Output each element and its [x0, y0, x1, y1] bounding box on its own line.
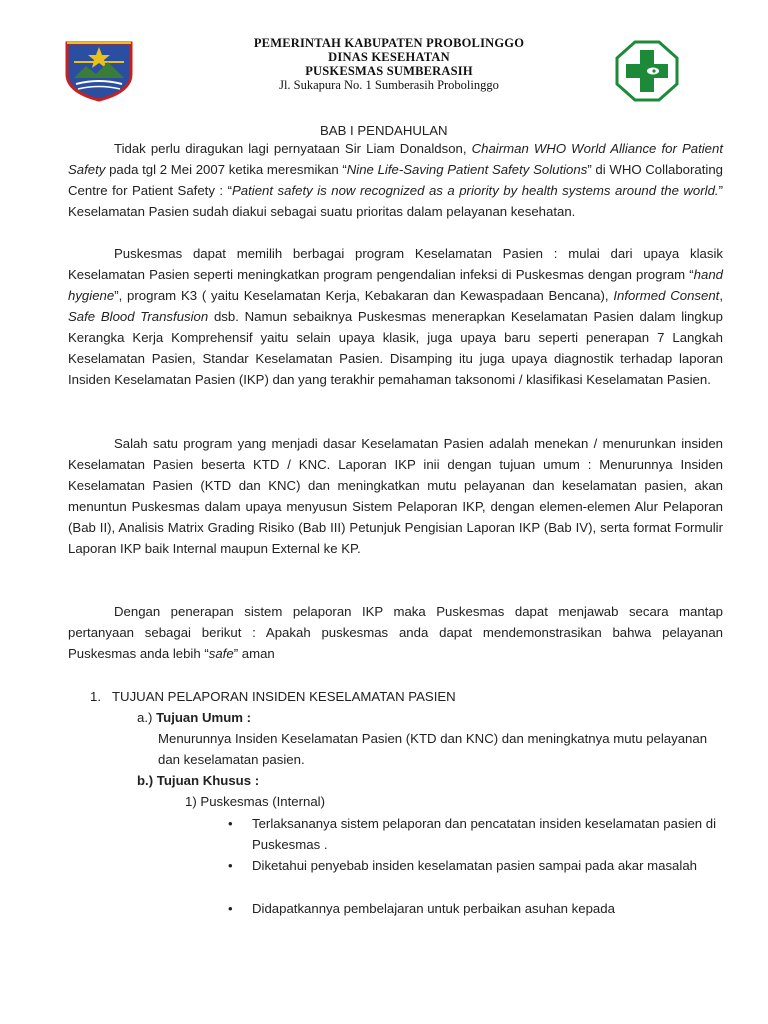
letterhead-facility: PUSKESMAS SUMBERASIH [305, 64, 473, 78]
p4-italic-b: safe [208, 646, 234, 661]
p1-italic-d: Nine Life-Saving Patient Safety Solutions [346, 162, 588, 177]
section-1-number: 1. [90, 689, 101, 704]
section-1-heading [90, 686, 456, 707]
bullet-icon: • [228, 901, 233, 916]
letterhead-address: Jl. Sukapura No. 1 Sumberasih Probolinggo [279, 78, 499, 92]
p4-text-c: ” aman [233, 646, 275, 661]
letterhead-department: DINAS KESEHATAN [328, 50, 450, 64]
tujuan-umum-text: Menurunnya Insiden Keselamatan Pasien (KTD dan KNC) dan meningkatnya mutu pelayanan dan keselamatan pasien. [158, 731, 708, 767]
tujuan-khusus-label: b.) [137, 773, 154, 788]
puskesmas-cross-icon [615, 40, 679, 102]
sub-item-internal [185, 791, 325, 812]
p1-text-c: pada tgl 2 Mei 2007 ketika meresmikan “ [105, 162, 347, 177]
p2-italic-b: hand hygiene [68, 267, 723, 303]
tujuan-umum-heading [137, 707, 251, 728]
p1-text-a: Tidak perlu diragukan lagi pernyataan Sir Liam Donaldson, [114, 141, 472, 156]
chapter-heading: BAB I PENDAHULAN [320, 123, 448, 138]
p2-italic-d: Informed Consent [613, 288, 720, 303]
section-1-title: TUJUAN PELAPORAN INSIDEN KESELAMATAN PASIEN [112, 689, 456, 704]
paragraph-programs [68, 243, 723, 390]
letterhead [190, 36, 588, 92]
sub-item-number: 1) [185, 794, 197, 809]
tujuan-khusus-heading [137, 770, 259, 791]
p2-italic-f: Safe Blood Transfusion [68, 309, 209, 324]
p2-text-c: ”, program K3 ( yaitu Keselamatan Kerja, Kebakaran dan Kewaspadaan Bencana), [114, 288, 614, 303]
p2-text-e: , [719, 288, 723, 303]
p1-italic-f: Patient safety is now recognized as a priority by health systems around the world. [231, 183, 719, 198]
p3-text: Salah satu program yang menjadi dasar Keselamatan Pasien adalah menekan / menurunkan insiden Keselamatan Pasien beserta KTD / KNC. Laporan IKP inii dengan tujuan umum : Menurunnya Insiden Keselamatan Pasien (KTD dan KNC) dan meningkatkan mutu pelayanan dan keselamatan pasien, akan menuntun Puskesmas dalam upaya menyusun Sistem Pelaporan IKP, dengan elemen-elemen Alur Pelaporan (Bab II), Analisis Matrix Grading Risiko (Bab III) Petunjuk Pengisian Laporan IKP (Bab IV), serta format Formulir Laporan IKP baik Internal maupun External ke KP. [68, 436, 723, 556]
p1-text-g: ” Keselamatan Pasien sudah diakui sebagai suatu prioritas dalam pelayanan kesehatan. [68, 183, 723, 219]
tujuan-khusus-title: Tujuan Khusus : [156, 773, 260, 788]
tujuan-umum-label: a.) [137, 710, 153, 725]
p2-text-g: dsb. Namun sebaiknya Puskesmas menerapkan Keselamatan Pasien dalam lingkup Kerangka Kerja Komprehensif yaitu selain upaya klasik, juga upaya baru seperti penerapan 7 Langkah Keselamatan Pasien, Standar Keselamatan Pasien. Disamping itu juga upaya diagnostik terhadap laporan Insiden Keselamatan Pasien (IKP) dan yang terakhir pemahaman taksonomi / klasifikasi Keselamatan Pasien. [68, 309, 723, 387]
p1-italic-b: Chairman WHO World Alliance for Patient Safety [68, 141, 723, 177]
list-item-text: Terlaksananya sistem pelaporan dan pencatatan insiden keselamatan pasien di Puskesmas . [252, 816, 717, 852]
tujuan-umum-title: Tujuan Umum : [156, 710, 252, 725]
bullet-icon: • [228, 858, 233, 873]
sub-item-title: Puskesmas (Internal) [200, 794, 325, 809]
regency-coat-of-arms-icon [64, 40, 134, 102]
paragraph-safe-question [68, 601, 723, 664]
p2-text-a: Puskesmas dapat memilih berbagai program Keselamatan Pasien : mulai dari upaya klasik Keselamatan Pasien seperti meningkatkan program pengendalian infeksi di Puskesmas dengan program “ [68, 246, 723, 282]
bullet-icon: • [228, 816, 233, 831]
list-item-text: Diketahui penyebab insiden keselamatan pasien sampai pada akar masalah [252, 858, 697, 873]
list-item-text: Didapatkannya pembelajaran untuk perbaikan asuhan kepada [252, 901, 615, 916]
paragraph-reporting-goal [68, 433, 723, 559]
p1-text-e: ” di WHO Collaborating Centre for Patient Safety : “ [68, 162, 723, 198]
paragraph-intro [68, 138, 723, 222]
letterhead-government: PEMERINTAH KABUPATEN PROBOLINGGO [253, 36, 525, 50]
p4-text-a: Dengan penerapan sistem pelaporan IKP maka Puskesmas dapat menjawab secara mantap pertanyaan sebagai berikut : Apakah puskesmas anda dapat mendemonstrasikan bahwa pelayanan Puskesmas anda lebih “ [68, 604, 723, 661]
